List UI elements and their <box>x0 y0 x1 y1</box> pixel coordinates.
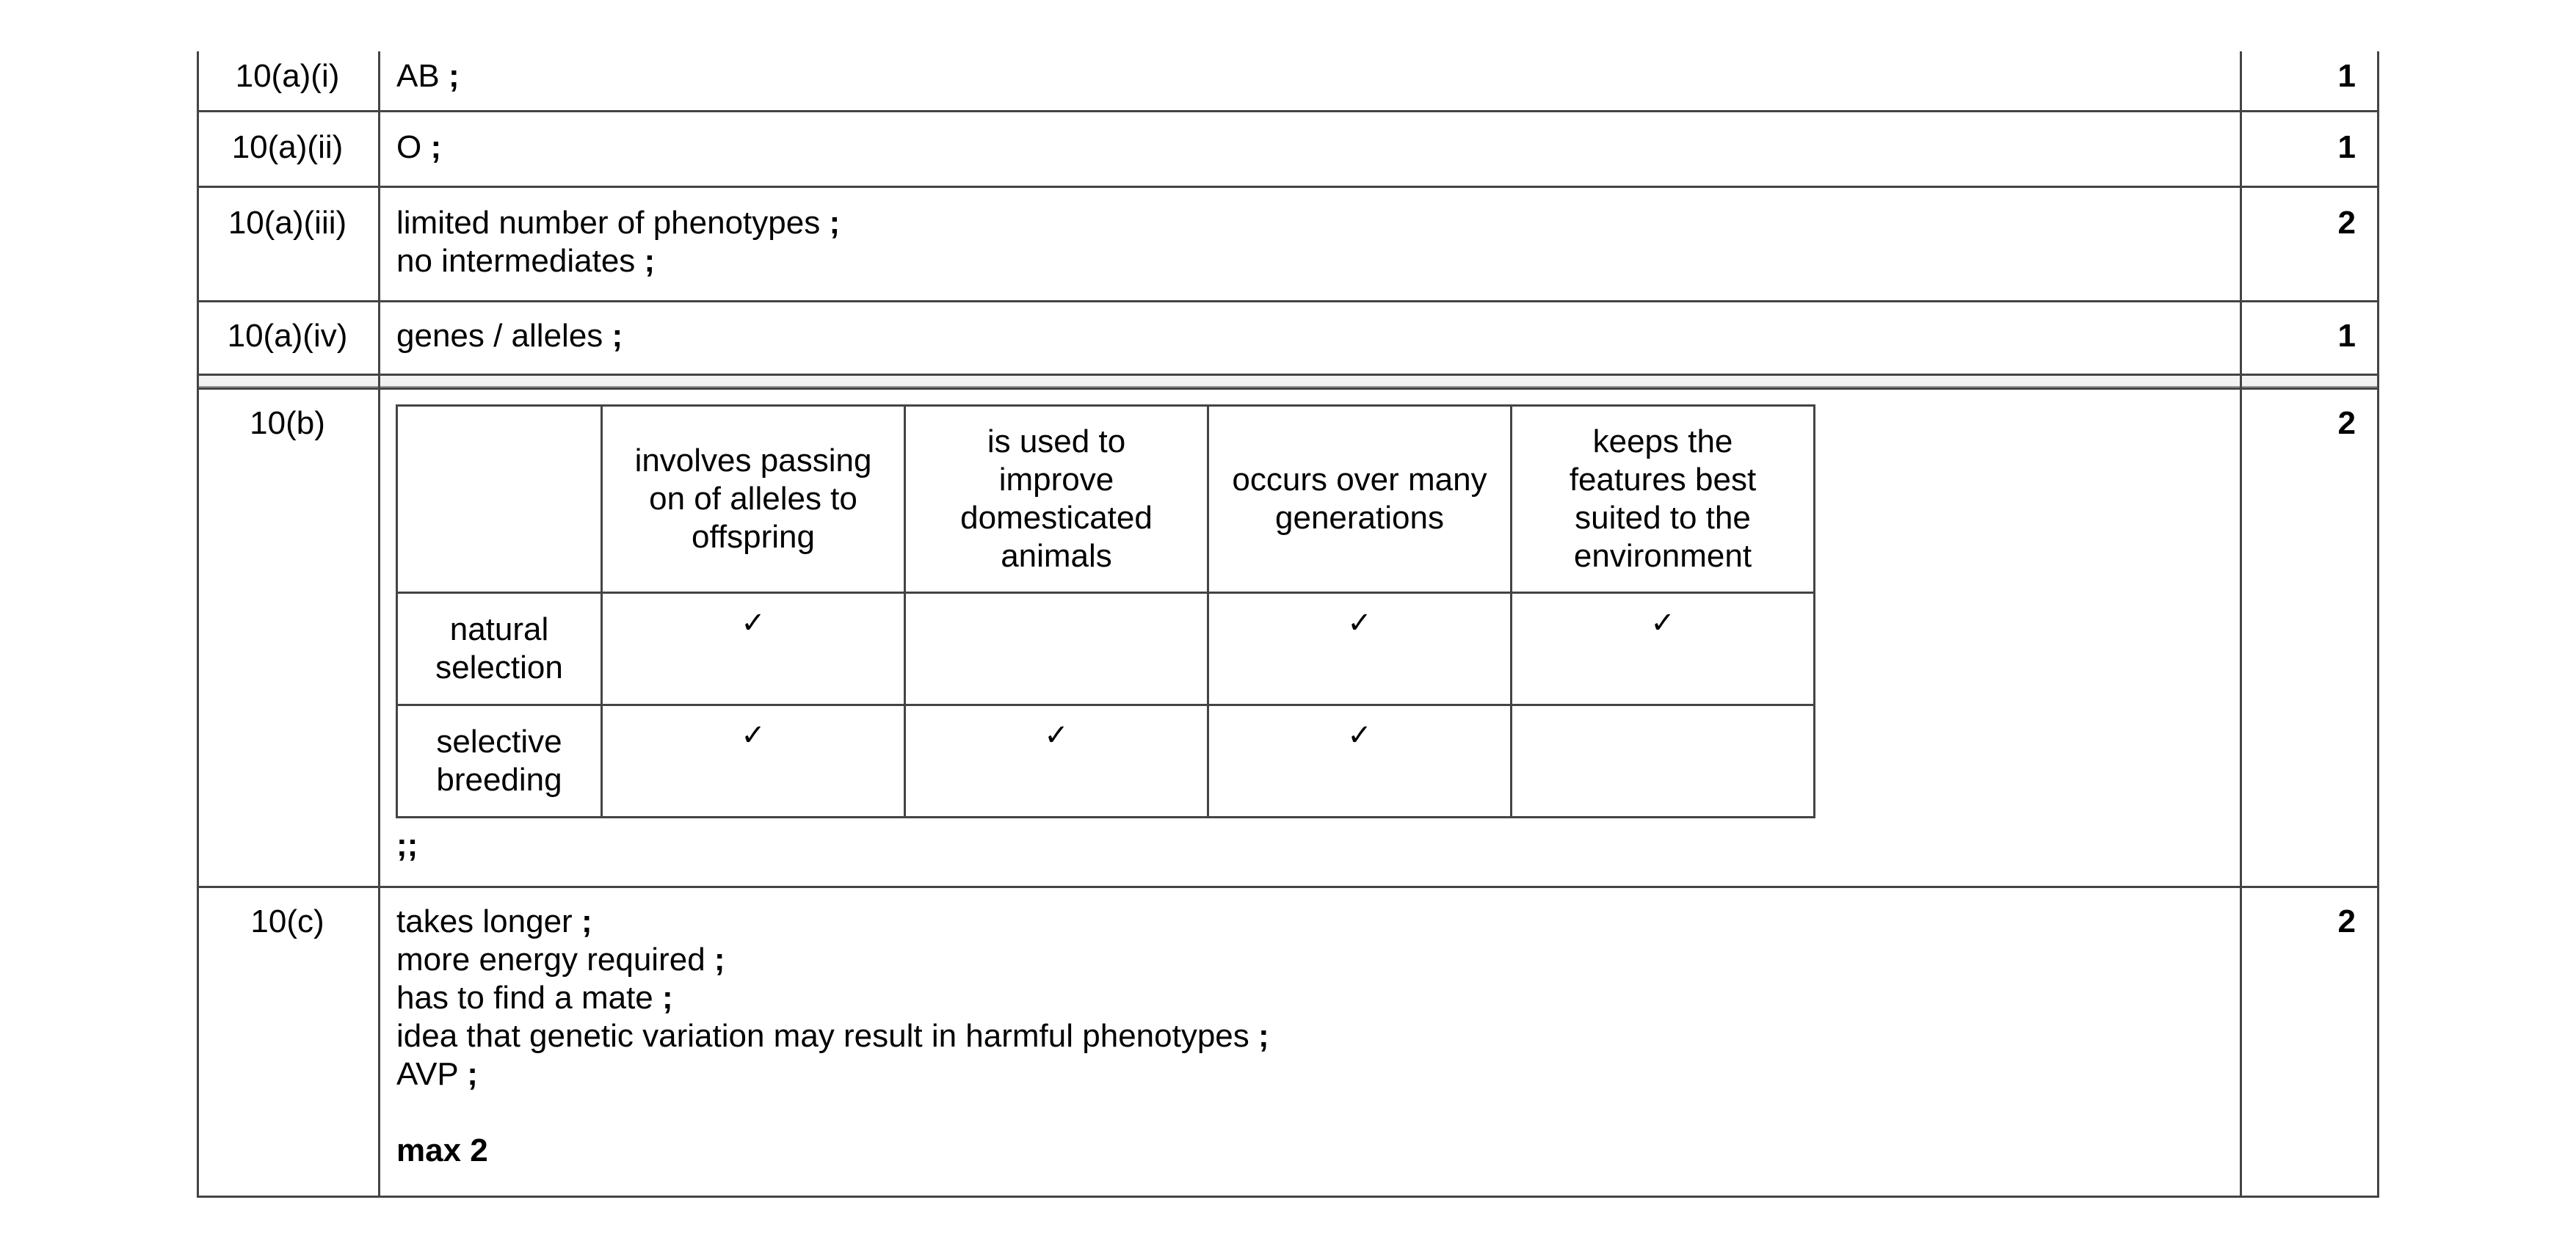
tick-icon: ✓ <box>1044 719 1069 752</box>
marks: 1 <box>2337 129 2356 165</box>
column-border <box>2377 51 2379 1198</box>
tick-cell <box>905 593 1208 705</box>
question-number: 10(c) <box>250 903 324 939</box>
row-10c <box>197 888 2379 1198</box>
row-10a-iii <box>197 188 2379 302</box>
column-border <box>378 51 380 1198</box>
mark-scheme-table <box>197 51 2379 1189</box>
table-row <box>397 593 1815 705</box>
tick-icon: ✓ <box>741 719 766 752</box>
column-border <box>197 51 199 1198</box>
tick-icon: ✓ <box>1347 719 1372 752</box>
tick-icon: ✓ <box>741 606 766 640</box>
row-10a-iv <box>197 302 2379 376</box>
row-10a-ii <box>197 112 2379 188</box>
header-many-generations: occurs over many generations <box>1208 406 1512 593</box>
question-number: 10(a)(iv) <box>227 318 348 354</box>
marks: 2 <box>2337 205 2356 241</box>
row-10a-i <box>197 51 2379 112</box>
empty-header-cell <box>397 406 602 593</box>
question-number: 10(a)(iii) <box>228 205 347 241</box>
marks: 1 <box>2337 58 2356 94</box>
answer-text: genes / alleles ; <box>396 318 623 354</box>
tick-cell <box>1208 705 1512 818</box>
marks: 2 <box>2337 405 2356 441</box>
header-domesticated: is used to improve domesticated animals <box>905 406 1208 593</box>
column-border <box>2240 51 2242 1198</box>
question-number: 10(a)(ii) <box>231 129 344 165</box>
tick-cell <box>905 705 1208 818</box>
table-row <box>397 705 1815 818</box>
answer-text: limited number of phenotypes ; no intermediates ; <box>396 205 841 279</box>
comparison-table <box>396 404 1815 818</box>
header-passing-alleles: involves passing on of alleles to offspring <box>602 406 905 593</box>
header-best-suited: keeps the features best suited to the environment <box>1512 406 1815 593</box>
answer-text: takes longer ; more energy required ; has to find a mate ; idea that genetic variation may result in harmful phenotypes ; AVP ; max 2 <box>396 903 2217 1170</box>
question-number: 10(a)(i) <box>235 58 340 94</box>
max-marks: max 2 <box>396 1132 488 1168</box>
row-label-natural-selection: natural selection <box>397 593 602 705</box>
marks: 2 <box>2337 903 2356 939</box>
row-separator <box>197 376 2379 388</box>
tick-cell <box>602 705 905 818</box>
question-number: 10(b) <box>250 405 325 441</box>
tick-icon: ✓ <box>1650 606 1675 640</box>
tick-cell <box>602 593 905 705</box>
marks: 1 <box>2337 318 2356 354</box>
answer-text: O ; <box>396 129 442 165</box>
tick-cell <box>1512 593 1815 705</box>
tick-cell <box>1208 593 1512 705</box>
tick-cell <box>1512 705 1815 818</box>
row-label-selective-breeding: selective breeding <box>397 705 602 818</box>
tick-icon: ✓ <box>1347 606 1372 640</box>
answer-text: AB ; <box>396 58 460 94</box>
two-marks-separator: ;; <box>396 827 418 863</box>
